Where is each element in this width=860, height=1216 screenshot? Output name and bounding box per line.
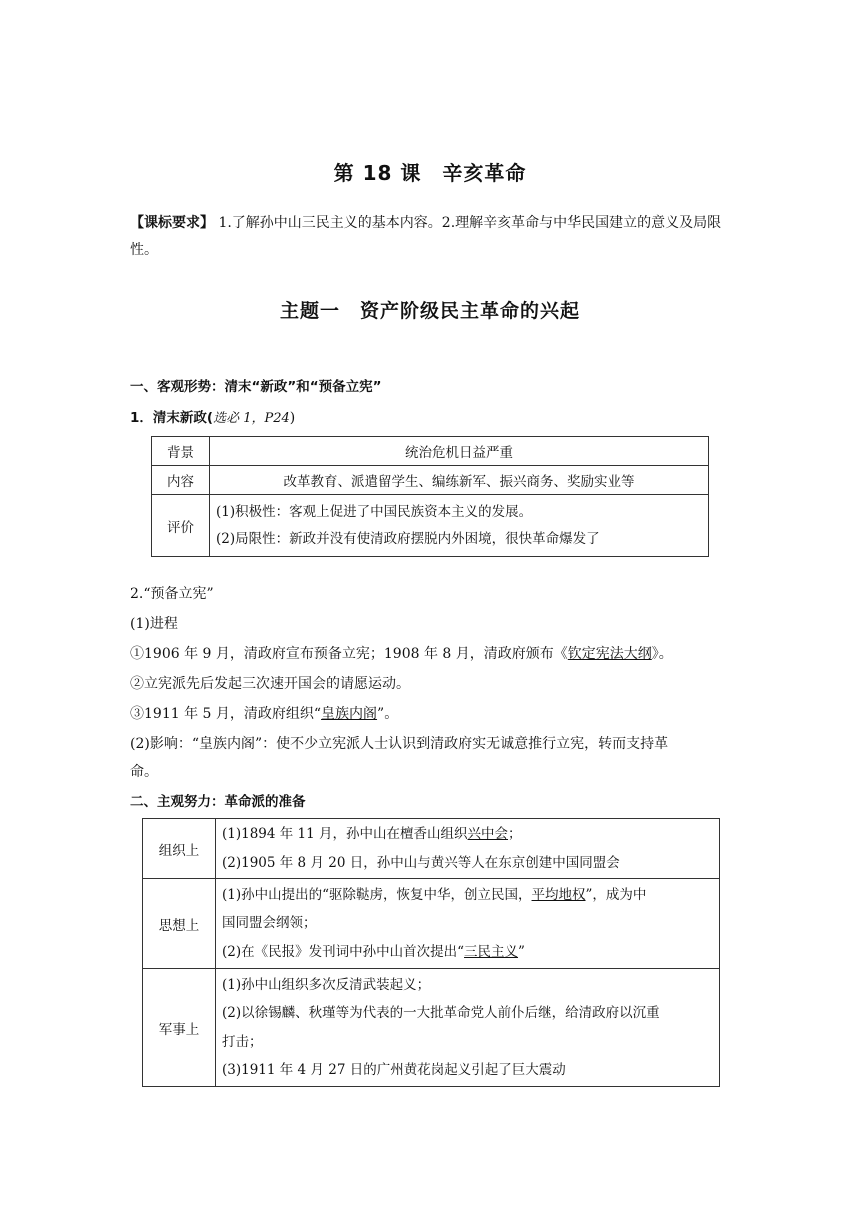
sub1-close: )	[289, 410, 296, 426]
lesson-title: 第 18 课 辛亥革命	[333, 161, 527, 185]
content-line	[222, 881, 713, 910]
text-span: (1)1894 年 11 月，孙中山在檀香山组织	[222, 826, 468, 842]
table-row	[152, 466, 709, 495]
table-row	[152, 495, 709, 557]
text-span: ③1911 年 5 月，清政府组织“	[130, 706, 322, 722]
process-item-3	[130, 704, 740, 724]
content-line: (2)1905 年 8 月 20 日，孙中山与黄兴等人在东京创建中国同盟会	[222, 854, 620, 871]
content-line: (2)以徐锡麟、秋瑾等为代表的一大批革命党人前仆后继，给清政府以沉重	[222, 1005, 660, 1021]
content-line: (3)1911 年 4 月 27 日的广州黄花岗起义引起了巨大震动	[222, 1062, 566, 1078]
process-item-2: ②立宪派先后发起三次速开国会的请愿运动。	[130, 676, 410, 692]
table-row	[143, 969, 720, 1087]
section1-heading: 一、客观形势：清末“新政”和“预备立宪”	[130, 379, 382, 395]
row-header: 内容	[152, 466, 210, 495]
evaluation-line: (1)积极性：客观上促进了中国民族资本主义的发展。	[216, 503, 533, 520]
underlined-answer: 兴中会	[467, 826, 509, 842]
row-content	[216, 819, 720, 879]
sub1-heading	[130, 408, 740, 429]
requirement-label: 【课标要求】	[130, 215, 214, 231]
underlined-answer: 平均地权	[531, 886, 586, 903]
content-line: 国同盟会纲领；	[222, 915, 317, 932]
content-line: (1)孙中山组织多次反清武装起义；	[222, 976, 431, 993]
process-item-1	[130, 644, 740, 664]
sub2-heading: 2.“预备立宪”	[130, 586, 214, 602]
section2-heading: 二、主观努力：革命派的准备	[130, 794, 306, 810]
impact-line: 命。	[130, 764, 158, 780]
text-span: (2)在《民报》发刊词中孙中山首次提出“	[222, 943, 465, 960]
content-line	[222, 938, 713, 967]
underlined-answer: 钦定宪法大纲	[567, 646, 652, 662]
row-header: 评价	[152, 495, 210, 557]
row-content	[216, 969, 720, 1087]
impact-line: (2)影响：“皇族内阁”：使不少立宪派人士认识到清政府实无诚意推行立宪，转而支持革	[130, 736, 669, 752]
text-span: 》。	[651, 646, 673, 662]
underlined-answer: 三民主义	[464, 943, 519, 960]
text-span: (1)孙中山提出的“驱除鞑虏，恢复中华，创立民国，	[222, 886, 532, 903]
text-span: ；	[508, 826, 522, 842]
row-header: 军事上	[143, 969, 216, 1087]
row-header: 组织上	[143, 819, 216, 879]
row-header: 思想上	[143, 879, 216, 969]
row-content	[216, 879, 720, 969]
textbook-reference: 选必 1，P24	[213, 411, 290, 426]
requirement-text: 1.了解孙中山三民主义的基本内容。2.理解辛亥革命与中华民国建立的意义及局限性。	[130, 215, 722, 258]
text-span: ”，成为中	[585, 886, 647, 903]
curriculum-requirement	[130, 210, 740, 264]
content-line: 打击；	[222, 1033, 263, 1050]
topic-title: 主题一 资产阶级民主革命的兴起	[279, 300, 580, 322]
evaluation-line: (2)局限性：新政并没有使清政府摆脱内外困境，很快革命爆发了	[216, 530, 600, 547]
content-line	[222, 820, 713, 849]
table-row	[143, 819, 720, 879]
text-span: ”。	[377, 706, 399, 722]
sub1-title: 1．清末新政(	[130, 410, 214, 426]
table-row	[143, 879, 720, 969]
row-content: 改革教育、派遣留学生、编练新军、振兴商务、奖励实业等	[210, 466, 709, 495]
row-content	[210, 495, 709, 557]
row-content: 统治危机日益严重	[210, 437, 709, 466]
revolutionary-prep-table	[142, 818, 720, 1087]
row-header: 背景	[152, 437, 210, 466]
process-label: (1)进程	[130, 616, 178, 632]
underlined-answer: 皇族内阁	[321, 706, 378, 722]
text-span: ①1906 年 9 月，清政府宣布预备立宪；1908 年 8 月，清政府颁布《	[130, 646, 568, 662]
new-policy-table	[151, 436, 709, 557]
text-span: ”	[518, 943, 525, 960]
table-row	[152, 437, 709, 466]
